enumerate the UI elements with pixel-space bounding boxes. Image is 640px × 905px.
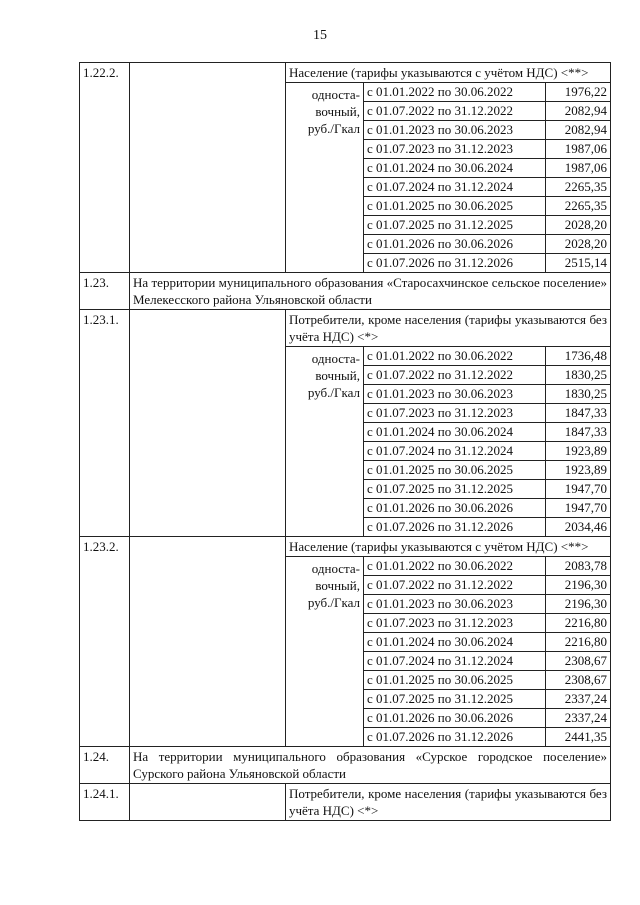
period-range: с 01.01.2023 по 30.06.2023 bbox=[364, 595, 546, 613]
period-row bbox=[364, 197, 610, 216]
tariff-value: 2034,46 bbox=[564, 519, 607, 534]
consumer-group-header: Потребители, кроме населения (тарифы указываются без учёта НДС) <*> bbox=[289, 312, 607, 344]
name-cell bbox=[130, 784, 286, 820]
period-row bbox=[364, 461, 610, 480]
period-range: с 01.07.2024 по 31.12.2024 bbox=[364, 652, 546, 670]
tariff-value: 1847,33 bbox=[564, 405, 607, 420]
period-range: с 01.07.2023 по 31.12.2023 bbox=[364, 140, 546, 158]
period-row bbox=[364, 518, 610, 536]
unit-cell bbox=[286, 347, 364, 536]
unit-label-line: руб./Гкал bbox=[307, 595, 360, 610]
table-row bbox=[80, 784, 611, 821]
unit-label-line: односта- bbox=[311, 561, 360, 576]
period-row bbox=[364, 499, 610, 518]
tariff-value: 1947,70 bbox=[564, 500, 607, 515]
period-range: с 01.07.2026 по 31.12.2026 bbox=[364, 728, 546, 746]
tariff-subtable bbox=[286, 346, 610, 536]
tariff-value: 2441,35 bbox=[564, 729, 607, 744]
period-range: с 01.07.2022 по 31.12.2022 bbox=[364, 576, 546, 594]
tariff-table bbox=[79, 62, 611, 821]
consumer-group-header: Население (тарифы указываются с учётом НДС) <**> bbox=[289, 539, 589, 554]
row-number: 1.23.2. bbox=[80, 537, 130, 746]
period-row bbox=[364, 614, 610, 633]
period-range: с 01.07.2024 по 31.12.2024 bbox=[364, 442, 546, 460]
tariff-value: 1976,22 bbox=[564, 84, 607, 99]
period-range: с 01.07.2022 по 31.12.2022 bbox=[364, 102, 546, 120]
period-range: с 01.07.2022 по 31.12.2022 bbox=[364, 366, 546, 384]
period-row bbox=[364, 235, 610, 254]
tariff-value: 2196,30 bbox=[564, 577, 607, 592]
period-range: с 01.07.2026 по 31.12.2026 bbox=[364, 254, 546, 272]
consumer-group-header: Население (тарифы указываются с учётом НДС) <**> bbox=[289, 65, 589, 80]
table-row bbox=[80, 747, 611, 784]
period-row bbox=[364, 404, 610, 423]
table-row bbox=[80, 310, 611, 537]
period-range: с 01.07.2023 по 31.12.2023 bbox=[364, 404, 546, 422]
period-row bbox=[364, 254, 610, 272]
unit-label-line: односта- bbox=[311, 87, 360, 102]
unit-label-line: руб./Гкал bbox=[307, 385, 360, 400]
period-range: с 01.07.2025 по 31.12.2025 bbox=[364, 480, 546, 498]
unit-cell bbox=[286, 83, 364, 272]
period-range: с 01.01.2025 по 30.06.2025 bbox=[364, 461, 546, 479]
tariff-value: 1830,25 bbox=[564, 367, 607, 382]
tariff-cell bbox=[286, 63, 611, 272]
period-range: с 01.01.2024 по 30.06.2024 bbox=[364, 423, 546, 441]
period-range: с 01.01.2025 по 30.06.2025 bbox=[364, 671, 546, 689]
period-row bbox=[364, 159, 610, 178]
tariff-value: 2265,35 bbox=[564, 198, 607, 213]
period-range: с 01.01.2022 по 30.06.2022 bbox=[364, 83, 546, 101]
table-row bbox=[80, 63, 611, 273]
period-range: с 01.01.2022 по 30.06.2022 bbox=[364, 557, 546, 575]
period-range: с 01.01.2024 по 30.06.2024 bbox=[364, 159, 546, 177]
territory-title: На территории муниципального образования «Сурское городское поселение» Сурского района Ульяновской области bbox=[130, 747, 611, 783]
tariff-cell bbox=[286, 784, 611, 820]
tariff-value: 1830,25 bbox=[564, 386, 607, 401]
period-range: с 01.01.2026 по 30.06.2026 bbox=[364, 499, 546, 517]
tariff-value: 2028,20 bbox=[564, 236, 607, 251]
tariff-value: 1987,06 bbox=[564, 141, 607, 156]
unit-label-line: вочный, bbox=[315, 368, 360, 383]
period-range: с 01.07.2025 по 31.12.2025 bbox=[364, 216, 546, 234]
period-range: с 01.07.2024 по 31.12.2024 bbox=[364, 178, 546, 196]
unit-label-line: вочный, bbox=[315, 104, 360, 119]
period-range: с 01.07.2025 по 31.12.2025 bbox=[364, 690, 546, 708]
tariff-value: 2337,24 bbox=[564, 691, 607, 706]
tariff-value: 1987,06 bbox=[564, 160, 607, 175]
period-range: с 01.01.2025 по 30.06.2025 bbox=[364, 197, 546, 215]
tariff-value: 2515,14 bbox=[564, 255, 607, 270]
period-list bbox=[364, 347, 610, 536]
tariff-value: 2082,94 bbox=[564, 103, 607, 118]
period-row bbox=[364, 671, 610, 690]
period-row bbox=[364, 423, 610, 442]
table-row bbox=[80, 537, 611, 747]
period-row bbox=[364, 385, 610, 404]
unit-label-line: вочный, bbox=[315, 578, 360, 593]
period-range: с 01.07.2026 по 31.12.2026 bbox=[364, 518, 546, 536]
period-row bbox=[364, 366, 610, 385]
row-number: 1.23.1. bbox=[80, 310, 130, 536]
name-cell bbox=[130, 310, 286, 536]
tariff-value: 2196,30 bbox=[564, 596, 607, 611]
period-range: с 01.01.2023 по 30.06.2023 bbox=[364, 385, 546, 403]
tariff-value: 1947,70 bbox=[564, 481, 607, 496]
row-number: 1.22.2. bbox=[80, 63, 130, 272]
tariff-value: 2308,67 bbox=[564, 672, 607, 687]
period-row bbox=[364, 216, 610, 235]
tariff-value: 2082,94 bbox=[564, 122, 607, 137]
period-row bbox=[364, 347, 610, 366]
unit-cell bbox=[286, 557, 364, 746]
tariff-value: 1847,33 bbox=[564, 424, 607, 439]
period-list bbox=[364, 83, 610, 272]
tariff-cell bbox=[286, 537, 611, 746]
tariff-subtable bbox=[286, 556, 610, 746]
period-row bbox=[364, 633, 610, 652]
page-number: 15 bbox=[313, 28, 327, 43]
period-row bbox=[364, 140, 610, 159]
territory-title: На территории муниципального образования «Старосахчинское сельское поселение» Мелекесского района Ульяновской области bbox=[130, 273, 611, 309]
period-row bbox=[364, 690, 610, 709]
table-row bbox=[80, 273, 611, 310]
consumer-group-header: Потребители, кроме населения (тарифы указываются без учёта НДС) <*> bbox=[289, 786, 607, 818]
period-range: с 01.01.2024 по 30.06.2024 bbox=[364, 633, 546, 651]
tariff-value: 2337,24 bbox=[564, 710, 607, 725]
period-row bbox=[364, 652, 610, 671]
tariff-value: 1736,48 bbox=[564, 348, 607, 363]
period-row bbox=[364, 102, 610, 121]
period-range: с 01.01.2026 по 30.06.2026 bbox=[364, 235, 546, 253]
period-row bbox=[364, 595, 610, 614]
period-range: с 01.01.2023 по 30.06.2023 bbox=[364, 121, 546, 139]
tariff-value: 2216,80 bbox=[564, 615, 607, 630]
period-row bbox=[364, 83, 610, 102]
period-range: с 01.01.2026 по 30.06.2026 bbox=[364, 709, 546, 727]
row-number: 1.24.1. bbox=[80, 784, 130, 820]
period-row bbox=[364, 728, 610, 746]
tariff-value: 2216,80 bbox=[564, 634, 607, 649]
tariff-value: 2083,78 bbox=[564, 558, 607, 573]
name-cell bbox=[130, 537, 286, 746]
period-row bbox=[364, 576, 610, 595]
period-row bbox=[364, 178, 610, 197]
tariff-value: 1923,89 bbox=[564, 443, 607, 458]
tariff-subtable bbox=[286, 82, 610, 272]
period-row bbox=[364, 557, 610, 576]
period-range: с 01.01.2022 по 30.06.2022 bbox=[364, 347, 546, 365]
tariff-value: 2028,20 bbox=[564, 217, 607, 232]
period-row bbox=[364, 709, 610, 728]
unit-label-line: односта- bbox=[311, 351, 360, 366]
period-row bbox=[364, 480, 610, 499]
name-cell bbox=[130, 63, 286, 272]
period-range: с 01.07.2023 по 31.12.2023 bbox=[364, 614, 546, 632]
tariff-value: 2265,35 bbox=[564, 179, 607, 194]
period-list bbox=[364, 557, 610, 746]
row-number: 1.24. bbox=[80, 747, 130, 783]
tariff-cell bbox=[286, 310, 611, 536]
tariff-value: 1923,89 bbox=[564, 462, 607, 477]
unit-label-line: руб./Гкал bbox=[307, 121, 360, 136]
period-row bbox=[364, 442, 610, 461]
row-number: 1.23. bbox=[80, 273, 130, 309]
period-row bbox=[364, 121, 610, 140]
tariff-value: 2308,67 bbox=[564, 653, 607, 668]
